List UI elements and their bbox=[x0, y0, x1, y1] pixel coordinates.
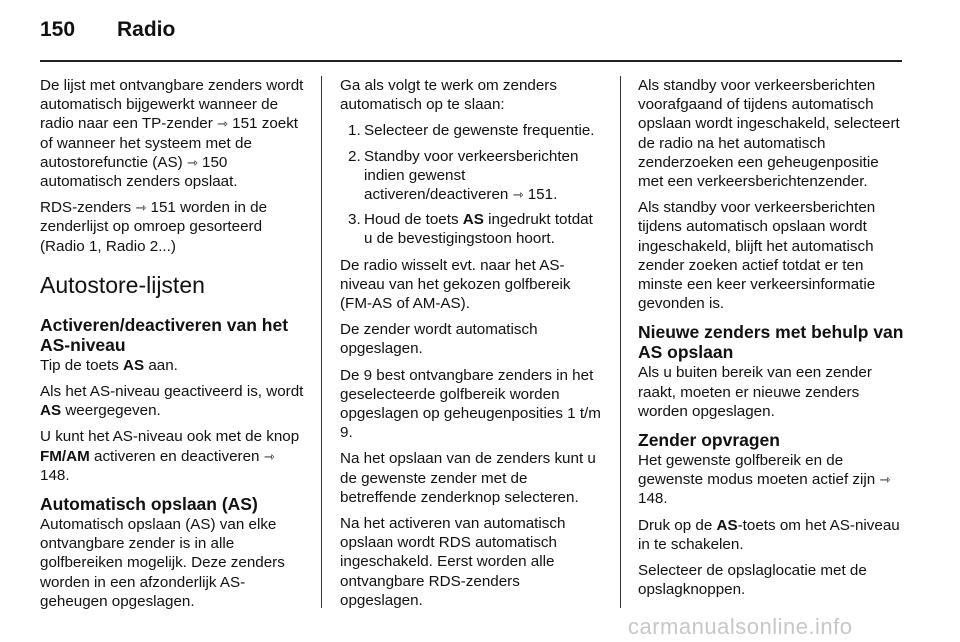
text: RDS-zenders bbox=[40, 199, 136, 217]
step-text: Selecteer de gewenste frequentie. bbox=[364, 122, 595, 140]
page-ref-arrow-icon[interactable]: ⇾ bbox=[217, 116, 228, 132]
step-number: 3. bbox=[348, 211, 361, 229]
paragraph bbox=[638, 516, 904, 554]
list-item bbox=[340, 121, 604, 140]
paragraph: Selecteer de opslaglocatie met de opslagknoppen. bbox=[638, 562, 867, 599]
text: Druk op de bbox=[638, 516, 717, 534]
paragraph bbox=[40, 427, 306, 485]
paragraph: Automatisch opslaan (AS) van elke ontvangbare zender is in alle golfbereiken mogelijk. Deze zenders worden in een afzonderlijk AS-geheugen opgeslagen. bbox=[40, 516, 285, 610]
column-divider bbox=[321, 76, 322, 608]
page-number: 150 bbox=[40, 18, 76, 41]
text: aan. bbox=[144, 356, 178, 374]
key-label: AS bbox=[716, 516, 738, 534]
step-number: 2. bbox=[348, 147, 361, 165]
paragraph: Na het activeren van automatisch opslaan wordt RDS automatisch ingeschakeld. Eerst worden alle ontvangbare RDS-zenders opgeslagen. bbox=[340, 515, 566, 609]
text: . bbox=[553, 186, 558, 204]
heading-nieuwe-zenders: Nieuwe zenders met behulp van AS opslaan bbox=[638, 322, 904, 363]
text: -toets om het AS-niveau in te schakelen. bbox=[638, 516, 900, 553]
paragraph bbox=[40, 356, 306, 375]
page-ref-arrow-icon[interactable]: ⇾ bbox=[263, 448, 275, 464]
page-ref-arrow-icon[interactable]: ⇾ bbox=[186, 154, 198, 170]
step-number: 1. bbox=[348, 122, 361, 140]
column-2 bbox=[340, 76, 604, 617]
paragraph: De radio wisselt evt. naar het AS-niveau van het gekozen golfbereik (FM-AS of AM-AS). bbox=[340, 256, 571, 313]
paragraph bbox=[638, 451, 904, 509]
page-ref-arrow-icon[interactable]: ⇾ bbox=[512, 187, 524, 203]
list-item bbox=[340, 210, 604, 248]
key-label: AS bbox=[462, 211, 484, 229]
text: worden in de zenderlijst op omroep gesorteerd (Radio 1, Radio 2...) bbox=[40, 199, 268, 255]
text: ingedrukt totdat u de bevestigingstoon hoort. bbox=[364, 211, 593, 248]
heading-automatisch-opslaan: Automatisch opslaan (AS) bbox=[40, 494, 258, 515]
text: zoekt of wanneer het systeem met de autostorefunctie (AS) bbox=[40, 115, 299, 171]
heading-activeren-as-niveau: Activeren/deactiveren van het AS-niveau bbox=[40, 314, 289, 355]
paragraph: Na het opslaan van de zenders kunt u de gewenste zender met de betreffende zenderknop selecteren. bbox=[340, 450, 596, 506]
paragraph: De 9 best ontvangbare zenders in het geselecteerde golfbereik worden opgeslagen op geheugenposities 1 t/m 9. bbox=[340, 366, 601, 442]
text: . bbox=[663, 490, 668, 508]
page-ref[interactable]: 151 bbox=[232, 115, 258, 133]
text: . bbox=[65, 466, 70, 484]
section-title: Radio bbox=[117, 18, 176, 41]
heading-autostore-lijsten: Autostore-lijsten bbox=[40, 271, 205, 298]
page-ref-arrow-icon[interactable]: ⇾ bbox=[879, 472, 891, 488]
paragraph bbox=[40, 198, 306, 256]
column-3 bbox=[638, 76, 904, 606]
paragraph: Ga als volgt te werk om zenders automatisch op te slaan: bbox=[340, 77, 557, 114]
text: U kunt het AS-niveau ook met de knop bbox=[40, 428, 300, 446]
page-ref[interactable]: 151 bbox=[150, 199, 176, 217]
column-1 bbox=[40, 76, 306, 618]
page-ref-arrow-icon[interactable]: ⇾ bbox=[135, 200, 147, 216]
paragraph: Als u buiten bereik van een zender raakt, moeten er nieuwe zenders worden opgeslagen. bbox=[638, 364, 872, 420]
steps-list bbox=[340, 121, 604, 248]
page-ref[interactable]: 148 bbox=[638, 490, 664, 508]
paragraph: De zender wordt automatisch opgeslagen. bbox=[340, 321, 538, 358]
header-rule bbox=[40, 60, 902, 62]
list-item bbox=[340, 147, 604, 205]
paragraph: Als standby voor verkeersberichten voorafgaand of tijdens automatisch opslaan wordt ingeschakeld, selecteert de radio na het automatisch zenderzoeken een geheugenpositie met een verkeersberichtenzender. bbox=[638, 77, 900, 191]
text: Het gewenste golfbereik en de gewenste modus moeten actief zijn bbox=[638, 452, 880, 489]
watermark: carmanualsonline.info bbox=[628, 614, 853, 639]
step-text: Standby voor verkeersberichten indien gewenst activeren/deactiveren bbox=[364, 147, 579, 204]
text: activeren en deactiveren bbox=[89, 447, 264, 465]
key-label: AS bbox=[123, 356, 145, 374]
step-text: Houd de toets bbox=[364, 211, 463, 229]
paragraph bbox=[40, 382, 306, 420]
paragraph: Als standby voor verkeersberichten tijdens automatisch opslaan wordt ingeschakeld, blijft het automatisch zender zoeken actief totdat er ten minste een keer verkeersinformatie gevonden is. bbox=[638, 199, 876, 313]
key-label: AS bbox=[40, 402, 62, 420]
page-ref[interactable]: 151 bbox=[527, 186, 554, 204]
text: Tip de toets bbox=[40, 356, 124, 374]
paragraph bbox=[40, 76, 306, 191]
heading-zender-opvragen: Zender opvragen bbox=[638, 430, 780, 451]
text: weergegeven. bbox=[61, 402, 161, 420]
key-label: FM/AM bbox=[40, 447, 90, 465]
page-ref[interactable]: 148 bbox=[40, 466, 66, 484]
text: automatisch zenders opslaat. bbox=[40, 173, 238, 191]
column-divider bbox=[620, 76, 621, 608]
text: Als het AS-niveau geactiveerd is, wordt bbox=[40, 383, 304, 401]
text: De lijst met ontvangbare zenders wordt automatisch bijgewerkt wanneer de radio naar een TP-zender bbox=[40, 77, 304, 133]
page-ref[interactable]: 150 bbox=[202, 153, 228, 171]
